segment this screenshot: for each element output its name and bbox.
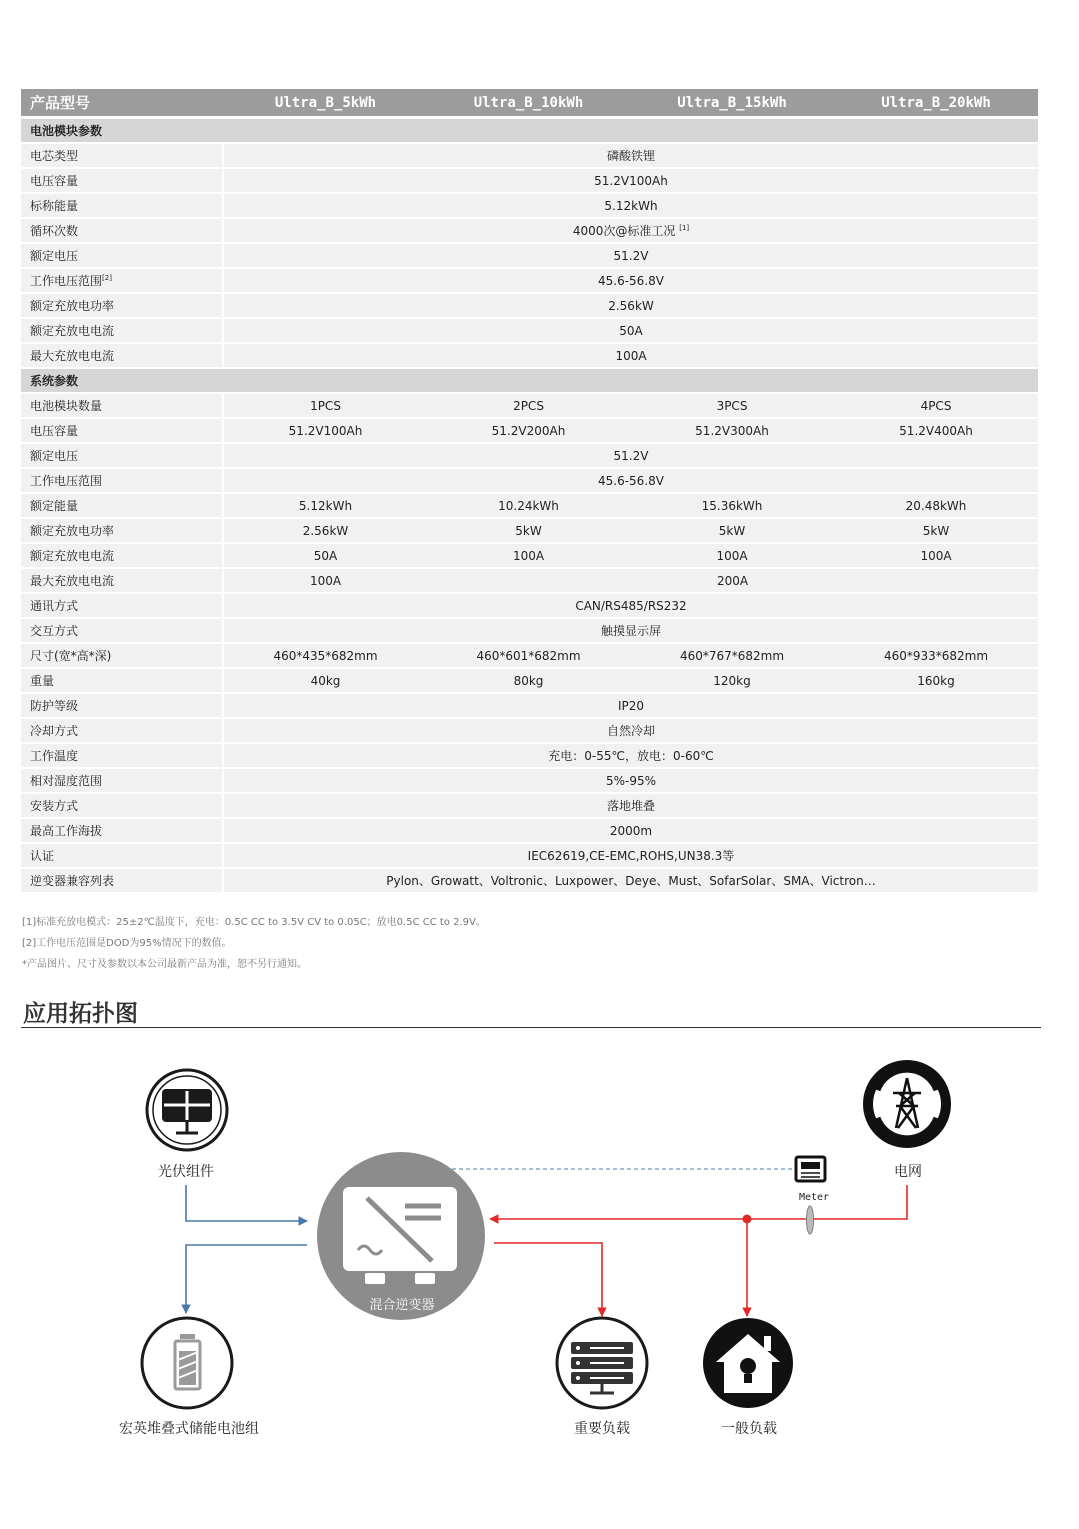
table-row bbox=[21, 167, 1038, 192]
ct-clamp-icon bbox=[807, 1206, 814, 1234]
table-row bbox=[21, 667, 1038, 692]
cell-10kwh: 100A bbox=[427, 542, 630, 567]
row-label: 最高工作海拔 bbox=[21, 817, 224, 842]
footnote-1: [1]标准充放电模式：25±2℃温度下，充电：0.5C CC to 3.5V CV to 0.05C；放电0.5C CC to 2.9V。 bbox=[22, 917, 486, 928]
battery-icon bbox=[142, 1318, 232, 1408]
cell-5kwh: 100A bbox=[224, 567, 427, 592]
cell-15kwh: 3PCS bbox=[630, 392, 834, 417]
row-value: 51.2V bbox=[224, 242, 1038, 267]
cell-5kwh: 40kg bbox=[224, 667, 427, 692]
row-value: 自然冷却 bbox=[224, 717, 1038, 742]
row-label: 认证 bbox=[21, 842, 224, 867]
row-value: 触摸显示屏 bbox=[224, 617, 1038, 642]
row-value: 50A bbox=[224, 317, 1038, 342]
battery-section-row bbox=[21, 116, 1038, 142]
row-value: 2000m bbox=[224, 817, 1038, 842]
grid-label: 电网 bbox=[894, 1164, 922, 1180]
grid-tower-icon bbox=[863, 1060, 951, 1148]
cell-5kwh: 50A bbox=[224, 542, 427, 567]
table-row bbox=[21, 392, 1038, 417]
cell-5kwh: 460*435*682mm bbox=[224, 642, 427, 667]
row-label: 电压容量 bbox=[21, 167, 224, 192]
general-load-house-icon bbox=[703, 1318, 793, 1408]
table-row bbox=[21, 467, 1038, 492]
row-label: 额定电压 bbox=[21, 442, 224, 467]
table-row bbox=[21, 817, 1038, 842]
table-row bbox=[21, 642, 1038, 667]
cell-20kwh: 5kW bbox=[834, 517, 1038, 542]
cell-20kwh: 51.2V400Ah bbox=[834, 417, 1038, 442]
disclaimer: *产品图片、尺寸及参数以本公司最新产品为准，恕不另行通知。 bbox=[22, 959, 307, 970]
row-label: 额定充放电电流 bbox=[21, 542, 224, 567]
cell-5kwh: 2.56kW bbox=[224, 517, 427, 542]
cell-10kwh: 460*601*682mm bbox=[427, 642, 630, 667]
footnote-2: [2]工作电压范围是DOD为95%情况下的数值。 bbox=[22, 938, 232, 949]
row-label-with-note bbox=[21, 267, 224, 292]
table-row bbox=[21, 617, 1038, 642]
table-row bbox=[21, 192, 1038, 217]
table-row bbox=[21, 292, 1038, 317]
header-15kwh: Ultra_B_15kWh bbox=[630, 89, 834, 116]
header-20kwh: Ultra_B_20kWh bbox=[834, 89, 1038, 116]
footnote-ref: [1] bbox=[679, 224, 690, 232]
table-row bbox=[21, 542, 1038, 567]
table-row bbox=[21, 517, 1038, 542]
table-row bbox=[21, 867, 1038, 892]
row-value: 100A bbox=[224, 342, 1038, 367]
cell-5kwh: 1PCS bbox=[224, 392, 427, 417]
cell-10-20kwh: 200A bbox=[427, 567, 1038, 592]
table-row bbox=[21, 442, 1038, 467]
table-row bbox=[21, 242, 1038, 267]
footnote-ref: [2] bbox=[102, 274, 112, 282]
table-row bbox=[21, 717, 1038, 742]
grid-to-inverter-line bbox=[490, 1185, 907, 1219]
table-row bbox=[21, 742, 1038, 767]
row-label: 额定能量 bbox=[21, 492, 224, 517]
cell-10kwh: 51.2V200Ah bbox=[427, 417, 630, 442]
header-5kwh: Ultra_B_5kWh bbox=[224, 89, 427, 116]
footnotes bbox=[22, 912, 486, 975]
row-label: 最大充放电电流 bbox=[21, 567, 224, 592]
cell-5kwh: 51.2V100Ah bbox=[224, 417, 427, 442]
cell-20kwh: 20.48kWh bbox=[834, 492, 1038, 517]
row-label: 额定充放电功率 bbox=[21, 517, 224, 542]
row-label: 电压容量 bbox=[21, 417, 224, 442]
table-row bbox=[21, 767, 1038, 792]
cell-20kwh: 4PCS bbox=[834, 392, 1038, 417]
row-label: 相对湿度范围 bbox=[21, 767, 224, 792]
cell-5kwh: 5.12kWh bbox=[224, 492, 427, 517]
cycle-value: 4000次@标准工况 bbox=[572, 224, 676, 238]
row-label: 尺寸(宽*高*深) bbox=[21, 642, 224, 667]
row-value: 磷酸铁锂 bbox=[224, 142, 1038, 167]
table-row bbox=[21, 567, 1038, 592]
row-label: 逆变器兼容列表 bbox=[21, 867, 224, 892]
table-row bbox=[21, 142, 1038, 167]
row-value: 51.2V100Ah bbox=[224, 167, 1038, 192]
pv-to-inverter-line bbox=[186, 1185, 307, 1221]
row-label: 最大充放电电流 bbox=[21, 342, 224, 367]
critical-load-label: 重要负载 bbox=[574, 1421, 630, 1437]
spec-table bbox=[21, 89, 1038, 892]
cell-15kwh: 100A bbox=[630, 542, 834, 567]
row-label: 冷却方式 bbox=[21, 717, 224, 742]
row-label: 通讯方式 bbox=[21, 592, 224, 617]
row-label: 工作温度 bbox=[21, 742, 224, 767]
cell-15kwh: 15.36kWh bbox=[630, 492, 834, 517]
voltage-range-label: 工作电压范围 bbox=[30, 274, 103, 288]
row-label: 额定充放电电流 bbox=[21, 317, 224, 342]
pv-panel-icon bbox=[147, 1070, 227, 1150]
battery-inverter-line bbox=[186, 1245, 307, 1313]
cell-10kwh: 2PCS bbox=[427, 392, 630, 417]
battery-section-title: 电池模块参数 bbox=[21, 116, 1038, 142]
row-value: 51.2V bbox=[224, 442, 1038, 467]
table-row bbox=[21, 342, 1038, 367]
cell-10kwh: 10.24kWh bbox=[427, 492, 630, 517]
topology-diagram bbox=[0, 1040, 1079, 1460]
row-value: Pylon、Growatt、Voltronic、Luxpower、Deye、Must、SofarSolar、SMA、Victron… bbox=[224, 867, 1038, 892]
table-row bbox=[21, 792, 1038, 817]
system-section-title: 系统参数 bbox=[21, 367, 1038, 392]
cell-20kwh: 100A bbox=[834, 542, 1038, 567]
header-10kwh: Ultra_B_10kWh bbox=[427, 89, 630, 116]
cell-20kwh: 160kg bbox=[834, 667, 1038, 692]
junction-dot bbox=[743, 1215, 752, 1224]
table-row bbox=[21, 492, 1038, 517]
topology-title: 应用拓扑图 bbox=[23, 1001, 138, 1027]
row-value: 5%-95% bbox=[224, 767, 1038, 792]
table-row bbox=[21, 267, 1038, 292]
row-value-with-note bbox=[224, 217, 1038, 242]
pv-label: 光伏组件 bbox=[158, 1164, 214, 1180]
system-section-row bbox=[21, 367, 1038, 392]
meter-icon bbox=[796, 1157, 825, 1181]
row-label: 额定电压 bbox=[21, 242, 224, 267]
critical-load-server-icon bbox=[557, 1318, 647, 1408]
cell-10kwh: 5kW bbox=[427, 517, 630, 542]
general-load-label: 一般负载 bbox=[721, 1421, 777, 1437]
cell-15kwh: 5kW bbox=[630, 517, 834, 542]
row-value: 45.6-56.8V bbox=[224, 267, 1038, 292]
row-value: 落地堆叠 bbox=[224, 792, 1038, 817]
row-label: 电池模块数量 bbox=[21, 392, 224, 417]
cell-15kwh: 51.2V300Ah bbox=[630, 417, 834, 442]
inverter-label: 混合逆变器 bbox=[369, 1298, 435, 1313]
table-row bbox=[21, 592, 1038, 617]
cell-10kwh: 80kg bbox=[427, 667, 630, 692]
row-value: IEC62619,CE-EMC,ROHS,UN38.3等 bbox=[224, 842, 1038, 867]
header-model: 产品型号 bbox=[21, 89, 224, 116]
row-label: 额定充放电功率 bbox=[21, 292, 224, 317]
row-value: 2.56kW bbox=[224, 292, 1038, 317]
battery-label: 宏英堆叠式储能电池组 bbox=[119, 1421, 259, 1437]
table-row bbox=[21, 317, 1038, 342]
cell-15kwh: 460*767*682mm bbox=[630, 642, 834, 667]
meter-label: Meter bbox=[798, 1192, 830, 1203]
row-label: 安装方式 bbox=[21, 792, 224, 817]
row-value: 45.6-56.8V bbox=[224, 467, 1038, 492]
row-label: 工作电压范围 bbox=[21, 467, 224, 492]
title-divider bbox=[21, 1027, 1041, 1028]
row-value: 充电：0-55℃，放电：0-60℃ bbox=[224, 742, 1038, 767]
row-label: 循环次数 bbox=[21, 217, 224, 242]
table-row bbox=[21, 217, 1038, 242]
hybrid-inverter-icon bbox=[317, 1152, 485, 1320]
table-row bbox=[21, 417, 1038, 442]
row-label: 重量 bbox=[21, 667, 224, 692]
table-header-row bbox=[21, 89, 1038, 116]
row-value: 5.12kWh bbox=[224, 192, 1038, 217]
row-label: 交互方式 bbox=[21, 617, 224, 642]
inverter-to-critical-load-line bbox=[494, 1243, 602, 1316]
row-label: 防护等级 bbox=[21, 692, 224, 717]
row-value: CAN/RS485/RS232 bbox=[224, 592, 1038, 617]
table-row bbox=[21, 692, 1038, 717]
row-label: 电芯类型 bbox=[21, 142, 224, 167]
row-value: IP20 bbox=[224, 692, 1038, 717]
row-label: 标称能量 bbox=[21, 192, 224, 217]
cell-20kwh: 460*933*682mm bbox=[834, 642, 1038, 667]
cell-15kwh: 120kg bbox=[630, 667, 834, 692]
table-row bbox=[21, 842, 1038, 867]
